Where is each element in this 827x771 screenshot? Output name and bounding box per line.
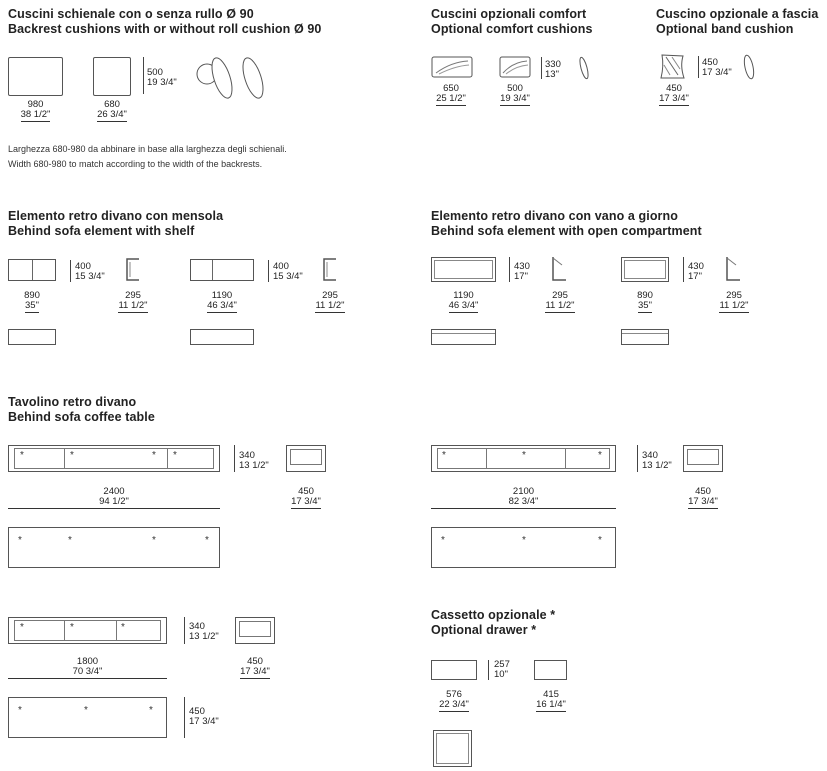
coffee-1800-depth: 450 17 3/4" <box>240 656 270 677</box>
backrest-height: 500 19 3/4" <box>147 67 177 88</box>
drawer-top-drawing <box>433 730 472 767</box>
coffee-2400-front-drawing: * * * * <box>8 445 220 472</box>
drawer-576-drawing <box>431 660 477 680</box>
drawer-height: 257 10" <box>494 659 510 680</box>
open-1190-front-drawing <box>431 257 496 282</box>
coffee-1800-top-depth: 450 17 3/4" <box>189 706 219 727</box>
coffee-1800-height: 340 13 1/2" <box>189 621 219 642</box>
band-cushion-side-drawing <box>742 54 758 82</box>
band-title-it: Cuscino opzionale a fascia <box>656 7 819 21</box>
coffee-1800-front-drawing: * * * <box>8 617 167 644</box>
drawer-title-en: Optional drawer * <box>431 623 537 637</box>
open-depth-1: 295 11 1/2" <box>545 290 575 311</box>
coffee-1800-side-drawing <box>235 617 275 644</box>
coffee-2400-top-drawing: * * * * <box>8 527 220 568</box>
backrest-width-680: 680 26 3/4" <box>97 99 127 120</box>
shelf-1190-top-drawing <box>190 329 254 345</box>
shelf-890-top-drawing <box>8 329 56 345</box>
coffee-1800-height-line <box>184 617 185 644</box>
comfort-title-it: Cuscini opzionali comfort <box>431 7 587 21</box>
comfort-width-500: 500 19 3/4" <box>500 83 530 104</box>
shelf-side-drawing-1 <box>124 258 142 284</box>
coffee-1800-depth-line <box>184 697 185 738</box>
backrest-title-it: Cuscini schienale con o senza rullo Ø 90 <box>8 7 254 21</box>
shelf-depth-1: 295 11 1/2" <box>118 290 148 311</box>
backrest-cushion-680-drawing <box>93 57 131 96</box>
open-height-1: 430 17" <box>514 261 530 282</box>
coffee-2400-height: 340 13 1/2" <box>239 450 269 471</box>
coffee-2100-height-line <box>637 445 638 472</box>
shelf-side-drawing-2 <box>321 258 339 284</box>
band-width: 450 17 3/4" <box>659 83 689 104</box>
backrest-note-it: Larghezza 680-980 da abbinare in base alla larghezza degli schienali. <box>8 144 287 154</box>
coffee-title-en: Behind sofa coffee table <box>8 410 155 424</box>
comfort-cushion-650-drawing <box>431 56 475 80</box>
shelf-title-it: Elemento retro divano con mensola <box>8 209 224 223</box>
band-height: 450 17 3/4" <box>702 57 732 78</box>
coffee-1800-top-drawing: * * * <box>8 697 167 738</box>
band-title-en: Optional band cushion <box>656 22 794 36</box>
open-side-drawing-2 <box>724 256 744 284</box>
comfort-height: 330 13" <box>545 59 561 80</box>
coffee-2400-height-line <box>234 445 235 472</box>
coffee-2100-top-drawing: * * * <box>431 527 616 568</box>
drawer-title-it: Cassetto opzionale * <box>431 608 556 622</box>
coffee-2100-front-drawing: * * * <box>431 445 616 472</box>
coffee-2100-side-drawing <box>683 445 723 472</box>
coffee-width-1800: 1800 70 3/4" <box>8 657 167 679</box>
coffee-2400-side-drawing <box>286 445 326 472</box>
coffee-2100-height: 340 13 1/2" <box>642 450 672 471</box>
open-title-en: Behind sofa element with open compartment <box>431 224 702 238</box>
shelf-width-1190: 1190 46 3/4" <box>207 290 237 311</box>
comfort-cushion-side-drawing <box>578 56 592 82</box>
open-1190-top-drawing <box>431 329 496 345</box>
open-height-2: 430 17" <box>688 261 704 282</box>
shelf-depth-2: 295 11 1/2" <box>315 290 345 311</box>
comfort-cushion-500-drawing <box>499 56 533 80</box>
shelf-1190-front-drawing <box>190 259 254 281</box>
drawer-height-line <box>488 660 489 680</box>
shelf-width-890: 890 35" <box>24 290 40 311</box>
shelf-890-front-drawing <box>8 259 56 281</box>
coffee-width-2100: 2100 82 3/4" <box>431 487 616 509</box>
open-width-1190: 1190 46 3/4" <box>448 290 479 311</box>
coffee-2400-depth: 450 17 3/4" <box>291 486 321 507</box>
backrest-cushion-980-drawing <box>8 57 63 96</box>
drawer-width-415: 415 16 1/4" <box>536 689 566 710</box>
backrest-height-line <box>143 57 144 94</box>
coffee-width-2400: 2400 94 1/2" <box>8 487 220 509</box>
backrest-width-980: 980 38 1/2" <box>20 99 51 120</box>
shelf-height-line-1 <box>70 260 71 282</box>
comfort-height-line <box>541 57 542 79</box>
open-side-drawing-1 <box>550 256 570 284</box>
comfort-width-650: 650 25 1/2" <box>436 83 466 104</box>
shelf-height-line-2 <box>268 260 269 282</box>
shelf-title-en: Behind sofa element with shelf <box>8 224 195 238</box>
open-depth-2: 295 11 1/2" <box>719 290 749 311</box>
drawer-width-576: 576 22 3/4" <box>439 689 469 710</box>
coffee-title-it: Tavolino retro divano <box>8 395 137 409</box>
band-cushion-drawing <box>658 53 688 81</box>
drawer-415-drawing <box>534 660 567 680</box>
backrest-title-en: Backrest cushions with or without roll cushion Ø 90 <box>8 22 322 36</box>
open-title-it: Elemento retro divano con vano a giorno <box>431 209 678 223</box>
roll-cushion-drawings <box>196 56 276 100</box>
open-height-line-2 <box>683 257 684 282</box>
open-890-top-drawing <box>621 329 669 345</box>
coffee-2100-depth: 450 17 3/4" <box>688 486 718 507</box>
backrest-note-en: Width 680-980 to match according to the width of the backrests. <box>8 159 263 169</box>
band-height-line <box>698 56 699 78</box>
open-width-890: 890 35" <box>637 290 653 311</box>
shelf-height-2: 400 15 3/4" <box>273 261 303 282</box>
open-890-front-drawing <box>621 257 669 282</box>
open-height-line-1 <box>509 257 510 282</box>
shelf-height-1: 400 15 3/4" <box>75 261 105 282</box>
comfort-title-en: Optional comfort cushions <box>431 22 593 36</box>
